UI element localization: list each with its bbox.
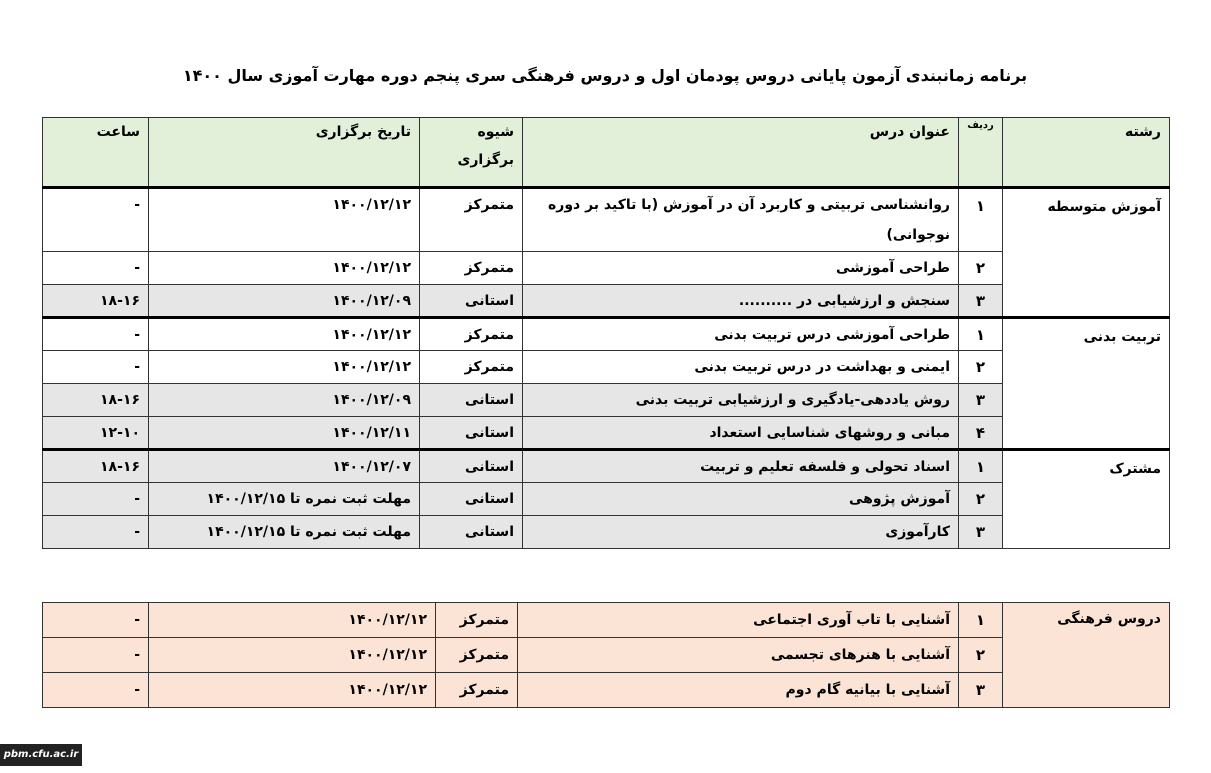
exam-method: متمرکز xyxy=(436,673,518,708)
row-number: ۳ xyxy=(959,285,1003,318)
exam-time: - xyxy=(43,318,149,351)
course-title: روش یاددهی-یادگیری و ارزشیابی تربیت بدنی xyxy=(523,384,959,417)
course-title: ایمنی و بهداشت در درس تربیت بدنی xyxy=(523,351,959,384)
exam-date: ۱۴۰۰/۱۲/۱۲ xyxy=(149,638,436,673)
course-title: کارآموزی xyxy=(523,516,959,549)
course-title: طراحی آموزشی درس تربیت بدنی xyxy=(523,318,959,351)
row-number: ۲ xyxy=(959,483,1003,516)
exam-date: مهلت ثبت نمره تا ۱۴۰۰/۱۲/۱۵ xyxy=(149,516,420,549)
course-title: آموزش پژوهی xyxy=(523,483,959,516)
exam-date: ۱۴۰۰/۱۲/۱۲ xyxy=(149,252,420,285)
exam-date: ۱۴۰۰/۱۲/۰۹ xyxy=(149,285,420,318)
row-number: ۱ xyxy=(959,603,1003,638)
exam-time: - xyxy=(43,673,149,708)
row-number: ۲ xyxy=(959,351,1003,384)
exam-time: - xyxy=(43,483,149,516)
header-course: عنوان درس xyxy=(523,118,959,188)
exam-method: متمرکز xyxy=(436,603,518,638)
row-number: ۴ xyxy=(959,417,1003,450)
exam-time: ۱۲-۱۰ xyxy=(43,417,149,450)
exam-method: متمرکز xyxy=(420,188,523,252)
header-row-number: ردیف xyxy=(959,118,1003,188)
exam-date: ۱۴۰۰/۱۲/۱۲ xyxy=(149,351,420,384)
exam-date: ۱۴۰۰/۱۲/۰۹ xyxy=(149,384,420,417)
field-cell: مشترک xyxy=(1003,450,1170,549)
table-row xyxy=(43,384,1170,417)
course-title: مبانی و روشهای شناسایی استعداد xyxy=(523,417,959,450)
exam-method: استانی xyxy=(420,450,523,483)
exam-time: - xyxy=(43,188,149,252)
course-title: سنجش و ارزشیابی در .......... xyxy=(523,285,959,318)
table-row xyxy=(43,318,1170,351)
course-title: اسناد تحولی و فلسفه تعلیم و تربیت xyxy=(523,450,959,483)
table-row xyxy=(43,516,1170,549)
table-header-row xyxy=(43,118,1170,188)
row-number: ۱ xyxy=(959,450,1003,483)
table-row xyxy=(43,351,1170,384)
exam-method: استانی xyxy=(420,417,523,450)
field-cell: تربیت بدنی xyxy=(1003,318,1170,450)
header-field: رشته xyxy=(1003,118,1170,188)
exam-date: ۱۴۰۰/۱۲/۱۲ xyxy=(149,188,420,252)
exam-method: استانی xyxy=(420,285,523,318)
exam-time: ۱۸-۱۶ xyxy=(43,285,149,318)
header-method: شیوه برگزاری xyxy=(420,118,523,188)
row-number: ۱ xyxy=(959,318,1003,351)
exam-method: متمرکز xyxy=(436,638,518,673)
course-title: آشنایی با تاب آوری اجتماعی xyxy=(518,603,959,638)
field-cell: دروس فرهنگی xyxy=(1003,603,1170,708)
exam-date: ۱۴۰۰/۱۲/۰۷ xyxy=(149,450,420,483)
exam-method: استانی xyxy=(420,516,523,549)
table-row xyxy=(43,673,1170,708)
table-row xyxy=(43,483,1170,516)
row-number: ۲ xyxy=(959,638,1003,673)
header-time: ساعت xyxy=(43,118,149,188)
exam-method: استانی xyxy=(420,384,523,417)
table-row xyxy=(43,638,1170,673)
exam-time: - xyxy=(43,638,149,673)
table-row xyxy=(43,285,1170,318)
course-title: آشنایی با بیانیه گام دوم xyxy=(518,673,959,708)
exam-method: متمرکز xyxy=(420,351,523,384)
exam-time: - xyxy=(43,516,149,549)
exam-date: مهلت ثبت نمره تا ۱۴۰۰/۱۲/۱۵ xyxy=(149,483,420,516)
course-title: روانشناسی تربیتی و کاربرد آن در آموزش (با تاکید بر دوره نوجوانی) xyxy=(523,188,959,252)
exam-time: - xyxy=(43,252,149,285)
table-row xyxy=(43,417,1170,450)
course-title: آشنایی با هنرهای تجسمی xyxy=(518,638,959,673)
table-row xyxy=(43,188,1170,252)
table-row xyxy=(43,252,1170,285)
page-title: برنامه زمانبندی آزمون پایانی دروس پودمان اول و دروس فرهنگی سری پنجم دوره مهارت آموزی سال ۱۴۰۰ xyxy=(182,66,1028,85)
exam-method: استانی xyxy=(420,483,523,516)
row-number: ۲ xyxy=(959,252,1003,285)
row-number: ۱ xyxy=(959,188,1003,252)
field-cell: آموزش متوسطه xyxy=(1003,188,1170,318)
exam-date: ۱۴۰۰/۱۲/۱۲ xyxy=(149,673,436,708)
table-row xyxy=(43,450,1170,483)
row-number: ۳ xyxy=(959,516,1003,549)
header-date: تاریخ برگزاری xyxy=(149,118,420,188)
row-number: ۳ xyxy=(959,384,1003,417)
exam-method: متمرکز xyxy=(420,252,523,285)
exam-schedule-table xyxy=(42,117,1170,549)
exam-date: ۱۴۰۰/۱۲/۱۲ xyxy=(149,318,420,351)
table-row xyxy=(43,603,1170,638)
exam-time: ۱۸-۱۶ xyxy=(43,384,149,417)
cultural-courses-table xyxy=(42,602,1170,708)
exam-date: ۱۴۰۰/۱۲/۱۲ xyxy=(149,603,436,638)
exam-time: - xyxy=(43,603,149,638)
exam-date: ۱۴۰۰/۱۲/۱۱ xyxy=(149,417,420,450)
exam-time: ۱۸-۱۶ xyxy=(43,450,149,483)
site-watermark: pbm.cfu.ac.ir xyxy=(0,744,82,766)
exam-method: متمرکز xyxy=(420,318,523,351)
course-title: طراحی آموزشی xyxy=(523,252,959,285)
exam-time: - xyxy=(43,351,149,384)
row-number: ۳ xyxy=(959,673,1003,708)
